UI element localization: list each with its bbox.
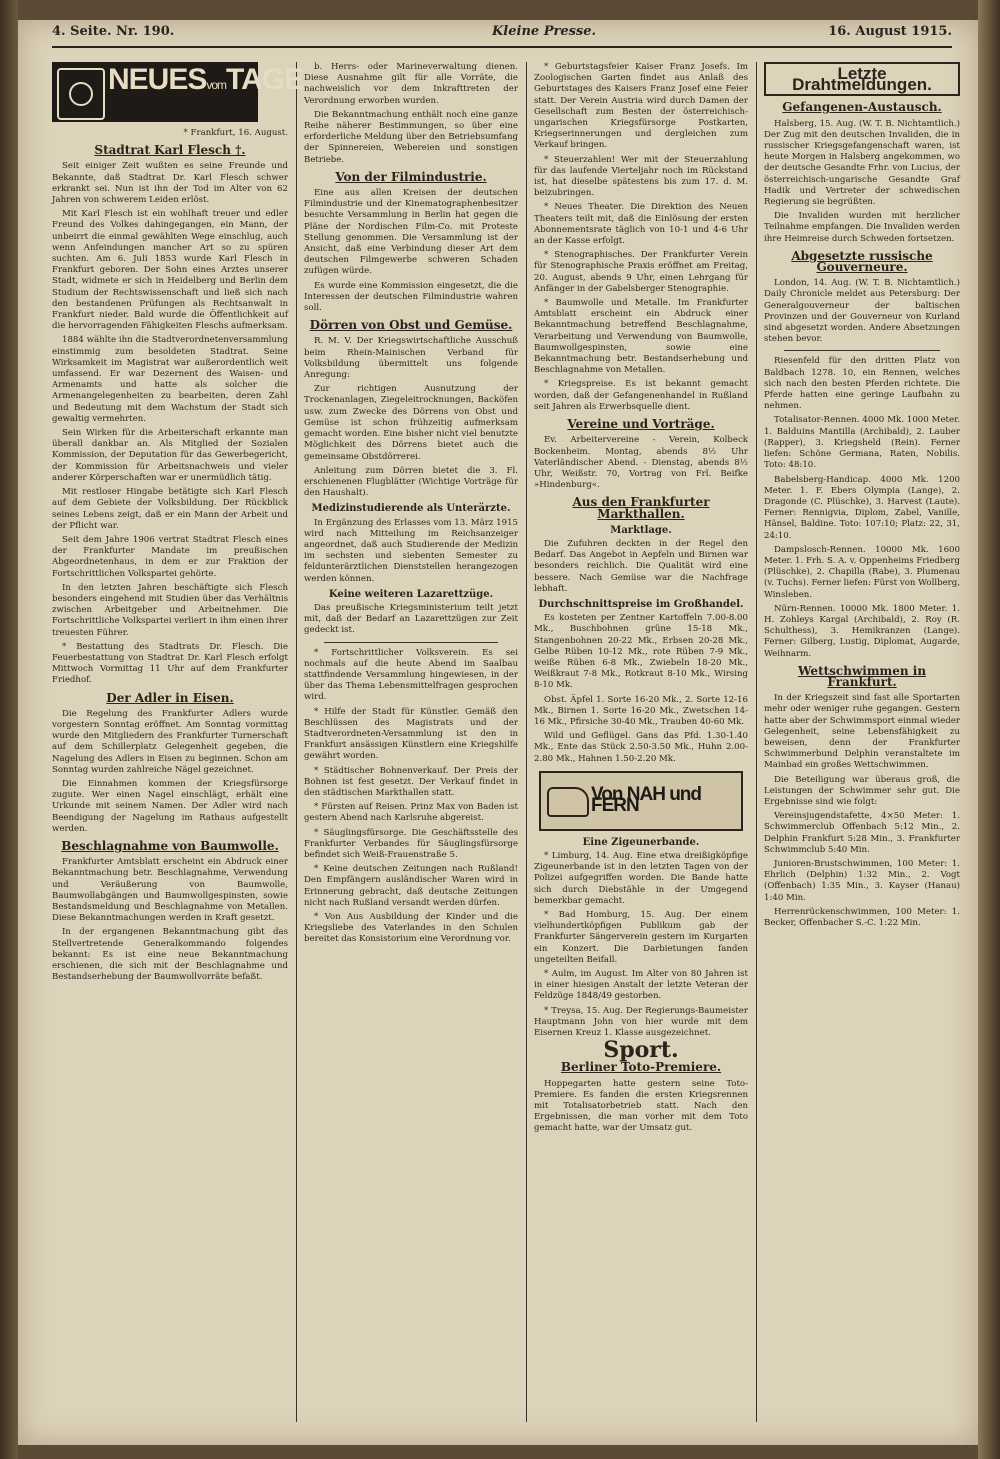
- article-paragraph: Es wurde eine Kommission eingesetzt, die die Interessen der deutschen Filmindustrie wahren soll.: [304, 280, 518, 314]
- swim-result: Herrenrückenschwimmen, 100 Meter: 1. Becker, Offenbacher S.-C. 1:22 Min.: [764, 906, 960, 929]
- article-paragraph: Hoppegarten hatte gestern seine Toto-Premiere. Es fanden die ersten Kriegsrennen mit Totalisatorbetrieb statt. Nach den Ergebnissen, die man vorher mit dem Toto gemacht hatte, war der Umsatz gut.: [534, 1078, 748, 1134]
- article-paragraph: Eine aus allen Kreisen der deutschen Filmindustrie und der Kinematographenbesitzer besuchte Versammlung in Berlin hat gegen die Pläne der Nordischen Film-Co. mit Proteste Stellung genommen. Die Versammlung ist der Ansicht, daß eine Verbindung dieser Art dem deutschen Filmgewerbe schweren Schaden zufügen würde.: [304, 188, 518, 277]
- news-item: * Städtischer Bohnenverkauf. Der Preis der Bohnen ist fest gesetzt. Der Verkauf findet in den städtischen Markthallen statt.: [304, 765, 518, 798]
- column-1: [52, 62, 304, 1422]
- article-heading: Stadtrat Karl Flesch †.: [94, 143, 246, 158]
- article-subheading: Keine weiteren Lazarettzüge.: [328, 588, 494, 600]
- article-paragraph: Seit einiger Zeit wußten es seine Freunde und Bekannte, daß Stadtrat Dr. Karl Flesch schwer erkrankt sei. Nun ist ihn der Tod im Alter von 62 Jahren von schwerem Leiden erlöst.: [52, 161, 288, 206]
- article-paragraph: London, 14. Aug. (W. T. B. Nichtamtlich.) Daily Chronicle meldet aus Petersburg: Der Generalgouverneur der baltischen Provinzen und der Gouverneur von Kurland sind abgesetzt worden. Andere Absetzungen stehen bevor.: [764, 278, 960, 345]
- article-heading: Dörren von Obst und Gemüse.: [309, 318, 513, 333]
- swim-result: Vereinsjugendstafette, 4×50 Meter: 1. Schwimmerclub Offenbach 5:12 Min., 2. Delphin Frankfurt 5:28 Min., 3. Frankfurter Schwimmclub 5:40 Min.: [764, 811, 960, 855]
- article-paragraph: Halsberg, 15. Aug. (W. T. B. Nichtamtlich.) Der Zug mit den deutschen Invaliden, die in russischer Kriegsgefangenschaft waren, ist heute Morgen in Halsberg angekommen, wo der deutsche Gesandte Frhr. von Lucius, der österreichisch-ungarische Gesandte Graf Hadik und Vertreter der schwedischen Regierung sie begrüßten.: [764, 118, 960, 208]
- news-item: * Fortschrittlicher Volksverein. Es sei nochmals auf die heute Abend im Saalbau stattfindende Versammlung hingewiesen, in der über das Thema Lebensmittelfragen gesprochen wird.: [304, 647, 518, 703]
- news-item: * Hilfe der Stadt für Künstler. Gemäß den Beschlüssen des Magistrats und der Stadtverordneten-Versammlung ist den in Frankfurt ansässigen Künstlern eine Kriegshilfe gewährt worden.: [304, 706, 518, 762]
- news-item: * Stenographisches. Der Frankfurter Verein für Stenographische Praxis eröffnet am Freitag, 20. August, abends 9 Uhr, einen Lehrgang für Anfänger in der Gabelsberger Stenographie.: [534, 250, 748, 294]
- article-paragraph: Seit dem Jahre 1906 vertrat Stadtrat Flesch eines der Frankfurter Mandate im preußischen Abgeordnetenhaus, in dem er zur Fraktion der Fortschrittlichen Volkspartei gehörte.: [52, 534, 288, 579]
- article-heading: Der Adler in Eisen.: [106, 690, 234, 705]
- article-paragraph: Zur richtigen Ausnutzung der Trockenanlagen, Ziegeleitrocknungen, Backöfen usw. zum Zwecke des Dörrens von Obst und Gemüse ist schon frühzeitig aufmerksam gemacht worden. Eine bisher nicht viel benutzte Möglichkeit des Dörrens bietet auch die gemeinsame Obstdörrerei.: [304, 384, 518, 462]
- article-paragraph: In den letzten Jahren beschäftigte sich Flesch besonders eingehend mit Studien über das Verhältnis zwischen Arbeitgeber und Arbeitnehmer. Die Fortschrittliche Volkspartei verliert in ihm einen ihrer treuesten Führer.: [52, 582, 288, 638]
- article-paragraph: Sein Wirken für die Arbeiterschaft erkannte man überall dankbar an. Als Mitglied der Sozialen Kommission, der Deputation für das Gewerbegericht, der Kommission für Arbeitsnachweis und vieler anderer Körperschaften war er unermüdlich tätig.: [52, 428, 288, 483]
- article-heading: Beschlagnahme von Baumwolle.: [61, 838, 279, 853]
- article-paragraph: Die Einnahmen kommen der Kriegsfürsorge zugute. Wer einen Nagel einschlägt, erhält eine Urkunde mit seinem Namen. Der Adler wird nach Beendigung der Nagelung im Rathaus aufgestellt werden.: [52, 778, 288, 834]
- article-subheading: Medizinstudierende als Unterärzte.: [311, 503, 511, 515]
- article-paragraph: Das preußische Kriegsministerium teilt jetzt mit, daß der Bedarf an Lazarettzügen zur Zeit gedeckt ist.: [304, 602, 518, 636]
- page-number: 4. Seite. Nr. 190.: [52, 24, 175, 39]
- article-paragraph: b. Herrs- oder Marineverwaltung dienen. Diese Ausnahme gilt für alle Vorräte, die nachweislich vor dem Inkrafttreten der Verordnung erworben wurden.: [304, 62, 518, 106]
- column-divider: [296, 62, 297, 1422]
- race-result: Babelsberg-Handicap. 4000 Mk. 1200 Meter. 1. F. Ebers Olympia (Lange), 2. Dragonde (C. Plüschke), 3. Harvest (Laute). Ferner: Rennigvia, Diplom, Zabel, Vanille, Hänsel, Baldine. Toto: 107:10; Platz: 22, 31, 24:10.: [764, 474, 960, 541]
- news-item: * Fürsten auf Reisen. Prinz Max von Baden ist gestern Abend nach Karlsruhe abgereist.: [304, 802, 518, 824]
- page-header: [52, 24, 952, 44]
- page-binding: [0, 0, 18, 1459]
- article-paragraph: 1884 wählte ihn die Stadtverordnetenversammlung einstimmig zum besoldeten Stadtrat. Seine Wirksamkeit im Magistrat war außerordentlich weit umfassend. Er war Dezernent des Waisen- und Armenamts und hatte als solcher die Armenangelegenheiten zu bearbeiten, deren Zahl und Bedeutung mit dem Wachstum der Stadt sich gewaltig vermehrten.: [52, 335, 288, 424]
- article-paragraph: Die Invaliden wurden mit herzlicher Teilnahme empfangen. Die Invaliden werden ihre Heimreise durch Schweden fortsetzen.: [764, 211, 960, 244]
- swim-result: Junioren-Brustschwimmen, 100 Meter: 1. Ehrlich (Delphin) 1:32 Min., 2. Vogt (Offenbach) 1:35 Min., 3. Kayser (Hanau) 1:40 Min.: [764, 859, 960, 903]
- news-item: * Geburtstagsfeier Kaiser Franz Josefs. Im Zoologischen Garten findet aus Anlaß des Geburtstages des Kaisers Franz Josef eine Feier statt. Der Verein Austria wird durch Damen der Gesellschaft zum Besten der österreichisch-ungarischen Kriegsfürsorge Postkarten, Kriegserinnerungen und dergleichen zum Verkauf bringen.: [534, 62, 748, 151]
- latest-wire-reports-box: Letzte Drahtmeldungen.: [764, 62, 960, 96]
- race-result: Nürn-Rennen. 10000 Mk. 1800 Meter. 1. H. Zohleys Kargal (Archibald), 2. Roy (R. Schulthess), 3. Hemikranzen (Lange). Ferner: Gilberg, Lustig, Diplomat, Augarde, Weihnarm.: [764, 603, 960, 659]
- dateline: * Frankfurt, 16. August.: [183, 128, 288, 138]
- news-item: * Kriegspreise. Es ist bekannt gemacht worden, daß der Gefangenenhandel in Rußland seit Jahren als Erwerbsquelle dient.: [534, 379, 748, 412]
- article-paragraph: Anleitung zum Dörren bietet die 3. Fl. erschienenen Flugblätter (Wichtige Vorträge für den Haushalt).: [304, 465, 518, 499]
- article-paragraph: Die Bekanntmachung enthält noch eine ganze Reihe näherer Bestimmungen, so über eine erforderliche Meldung über den Betriebsumfang der Spinnereien, Webereien und sonstigen Betriebe.: [304, 109, 518, 165]
- article-paragraph: In der Kriegszeit sind fast alle Sportarten mehr oder weniger ruhe gegangen. Gestern hatte aber der Schwimmsport einmal wieder Gelegenheit, seine Lebensfähigkeit zu beweisen, denn der Frankfurter Schwimmerbund Delphin veranstaltete im Mainbad ein großes Wettschwimmen.: [764, 693, 960, 771]
- news-item: * Limburg, 14. Aug. Eine etwa dreißigköpfige Zigeunerbande ist in den letzten Tagen von der Polizei aufgegriffen worden. Die Bande hatte sich durch Diebstähle in der Umgegend bemerkbar gemacht.: [534, 850, 748, 906]
- news-item: * Treysa, 15. Aug. Der Regierungs-Baumeister Hauptmann John von hier wurde mit dem Eisernen Kreuz 1. Klasse ausgezeichnet.: [534, 1005, 748, 1039]
- article-paragraph: Ev. Arbeitervereine - Verein, Kolbeck Bockenheim. Montag, abends 8½ Uhr Vaterländischer Abend. - Dienstag, abends 8½ Uhr, Weißstr. 70, Vortrag von Frl. Beifke »Hindenburg«.: [534, 435, 748, 491]
- news-item: * Baumwolle und Metalle. Im Frankfurter Amtsblatt erscheint ein Abdruck einer Bekanntmachung betreffend Beschlagnahme, Verarbeitung und Verwendung von Baumwolle, Baumwollgespinsten, sowie eine Bekanntmachung betr. Bestandserhebung und Beschlagnahme von Metallen.: [534, 298, 748, 376]
- divider: [324, 642, 498, 643]
- article-paragraph: Mit Karl Flesch ist ein wohlhaft treuer und edler Freund des Volkes dahingegangen, ein Mann, der unbeirrt die einmal gewählten Wege einschlug, auch wenn Anfeindungen mancher Art so zu spüren suchten. Am 6. Juli 1853 wurde Karl Flesch in Frankfurt geboren. Der Sohn eines Arztes unserer Stadt, widmete er sich in Heidelberg und Berlin dem Studium der Rechtswissenschaft und ließ sich nach den bestandenen Prüfungen als Rechtsanwalt in Frankfurt nieder. Bald wurde die Öffentlichkeit auf die hervorragenden Fähigkeiten Fleschs aufmerksam.: [52, 209, 288, 332]
- von-nah-und-fern-banner: [539, 771, 743, 831]
- race-result: Dampslosch-Rennen. 10000 Mk. 1600 Meter. 1. Frh. S. A. v. Oppenheims Friedberg (Plüschke), 2. Chapilla (Rabe), 3. Plumenau (v. Tuchs). Ferner liefen: Fürst von Wollberg, Winsleben.: [764, 544, 960, 600]
- article-paragraph: Riesenfeld für den dritten Platz von Baldbach 1278. 10, ein Rennen, welches sich nach den besten Pferden richtete. Die Pferde hatten eine geringe Laufbahn zu nehmen.: [764, 356, 960, 412]
- divider: [784, 350, 940, 351]
- automobile-icon: [547, 787, 589, 817]
- news-item: * Keine deutschen Zeitungen nach Rußland! Den Empfängern ausländischer Waren wird in Erinnerung gebracht, daß deutsche Zeitungen nicht nach Rußland versandt werden dürfen.: [304, 864, 518, 908]
- article-heading: Gefangenen-Austausch.: [782, 100, 942, 115]
- column-2: [304, 62, 518, 1422]
- news-item: * Aulm, im August. Im Alter von 80 Jahren ist in einer hiesigen Anstalt der letzte Veteran der Feldzüge 1848/49 gestorben.: [534, 969, 748, 1002]
- paper-name: Kleine Presse.: [492, 24, 597, 39]
- eagle-emblem-icon: [57, 68, 105, 120]
- news-item: * Neues Theater. Die Direktion des Neuen Theaters teilt mit, daß die Einlösung der ersten Abonnementsrate täglich von 10-1 und 4-6 Uhr an der Kasse erfolgt.: [534, 202, 748, 247]
- news-item: * Bestattung des Stadtrats Dr. Flesch. Die Feuerbestattung von Stadtrat Dr. Karl Flesch erfolgt Mittwoch Vormittag 11 Uhr auf dem Frankfurter Friedhof.: [52, 641, 288, 686]
- article-heading: Berliner Toto-Premiere.: [560, 1060, 722, 1075]
- article-subheading: Marktlage.: [610, 524, 672, 536]
- banner-title: Von NAH und FERN: [591, 783, 702, 816]
- article-paragraph: Die Zufuhren deckten in der Regel den Bedarf. Das Angebot in Aepfeln und Birnen war besonders reichlich. Die Qualität wird eine bessere. Nach Gemüse war die Nachfrage lebhaft.: [534, 538, 748, 594]
- neues-vom-tage-masthead: [52, 62, 304, 122]
- page-edge: [978, 0, 1000, 1459]
- article-heading: Aus den Frankfurter Markthallen.: [572, 495, 710, 521]
- column-3: [534, 62, 748, 1422]
- sport-section-title: Sport.: [603, 1037, 679, 1064]
- article-paragraph: Wild und Geflügel. Gans das Pfd. 1.30-1.40 Mk., Ente das Stück 2.50-3.50 Mk., Huhn 2.00-2.80 Mk., Hahnen 1.50-2.20 Mk.: [534, 731, 748, 764]
- header-rule: [52, 46, 952, 48]
- column-divider: [756, 62, 757, 1422]
- article-heading: Vereine und Vorträge.: [567, 417, 715, 432]
- news-item: * Von Aus Ausbildung der Kinder und die Kriegsliebe des Vaterlandes in den Schulen bereitet das Konsistorium eine Verordnung vor.: [304, 912, 518, 945]
- article-heading: Von der Filmindustrie.: [335, 169, 487, 184]
- news-item: * Steuerzahlen! Wer mit der Steuerzahlung für das laufende Vierteljahr noch im Rückstand ist, hat dieselbe spätestens bis zum 17. d. M. beizubringen.: [534, 154, 748, 199]
- race-result: Totalisator-Rennen. 4000 Mk. 1000 Meter. 1. Balduins Mantilla (Archibald), 2. Lauber (Rapper), 3. Kriegsheld (Rein). Ferner liefen: Schöne Germana, Raten, Nobilis. Toto: 48:10.: [764, 415, 960, 471]
- column-4: [764, 62, 960, 1422]
- article-paragraph: Die Beteiligung war überaus groß, die Leistungen der Schwimmer sehr gut. Die Ergebnisse sind wie folgt:: [764, 774, 960, 807]
- article-paragraph: Frankfurter Amtsblatt erscheint ein Abdruck einer Bekanntmachung betr. Beschlagnahme, Verwendung und Veräußerung von Baumwolle, Baumwollabgängen und Baumwollgespinsten, sowie Bestandsmeldung und Beschlagnahme von Metallen. Diese Bekanntmachungen werden in Kraft gesetzt.: [52, 857, 288, 924]
- article-heading: Abgesetzte russische Gouverneure.: [791, 248, 933, 275]
- article-paragraph: R. M. V. Der Kriegswirtschaftliche Ausschuß beim Rhein-Mainischen Verband für Volksbildung übermittelt uns folgende Anregung:: [304, 336, 518, 381]
- article-paragraph: Obst. Äpfel 1. Sorte 16-20 Mk., 2. Sorte 12-16 Mk., Birnen 1. Sorte 16-20 Mk., Zwetschen 14-16 Mk., Pfirsiche 30-40 Mk., Trauben 40-60 Mk.: [534, 694, 748, 727]
- article-paragraph: In Ergänzung des Erlasses vom 13. März 1915 wird nach Mitteilung im Reichsanzeiger angeordnet, daß auch Studierende der Medizin im sechsten und siebenten Semester zu feldunterärztlichen Dienststellen herangezogen werden können.: [304, 517, 518, 584]
- article-paragraph: Die Regelung des Frankfurter Adlers wurde vorgestern Sonntag eröffnet. Am Sonntag vormittag wurde den Mitgliedern des Frankfurter Turnerschaft auf dem Schillerplatz Gelegenheit gegeben, die Nagelung des Adlers in Eisen zu beginnen. Schon am Sonntag wurden zahlreiche Nägel gezeichnet.: [52, 708, 288, 775]
- issue-date: 16. August 1915.: [828, 24, 952, 39]
- article-paragraph: Mit restloser Hingabe betätigte sich Karl Flesch auf dem Gebiete der Volksbildung. Der Rückblick seines Lebens zeigt, daß er ein Mann der Arbeit und der Pflicht war.: [52, 487, 288, 531]
- column-divider: [526, 62, 527, 1422]
- article-subheading: Eine Zigeunerbande.: [582, 836, 700, 848]
- news-item: * Säuglingsfürsorge. Die Geschäftsstelle des Frankfurter Verbandes für Säuglingsfürsorge befindet sich Weiß-Frauenstraße 5.: [304, 827, 518, 860]
- article-paragraph: Es kosteten per Zentner Kartoffeln 7.00-8.00 Mk., Buschbohnen grüne 15-18 Mk., Stangenbohnen 20-22 Mk., Erbsen 20-28 Mk., Gelbe Rüben 10-12 Mk., rote Rüben 7-9 Mk., weiße Rüben 6-8 Mk., Zwiebeln 18-20 Mk., Weißkraut 7-8 Mk., Rotkraut 8-10 Mk., Wirsing 8-10 Mk.: [534, 613, 748, 691]
- news-item: * Bad Homburg, 15. Aug. Der einem vielhundertköpfigen Publikum gab der Frankfurter Sängerverein gestern im Kurgarten ein Konzert. Die Darbietungen fanden ungeteilten Beifall.: [534, 910, 748, 965]
- article-heading: Wettschwimmen in Frankfurt.: [797, 663, 927, 689]
- masthead-title: NEUESvomTAGE: [108, 63, 304, 96]
- article-subheading: Durchschnittspreise im Großhandel.: [538, 598, 744, 610]
- article-paragraph: In der ergangenen Bekanntmachung gibt das Stellvertretende Generalkommando folgendes bekannt: Es ist eine neue Bekanntmachung erschienen, die sich mit der Beschlagnahme und Bestandserhebung der Baumwollvorräte befaßt.: [52, 927, 288, 983]
